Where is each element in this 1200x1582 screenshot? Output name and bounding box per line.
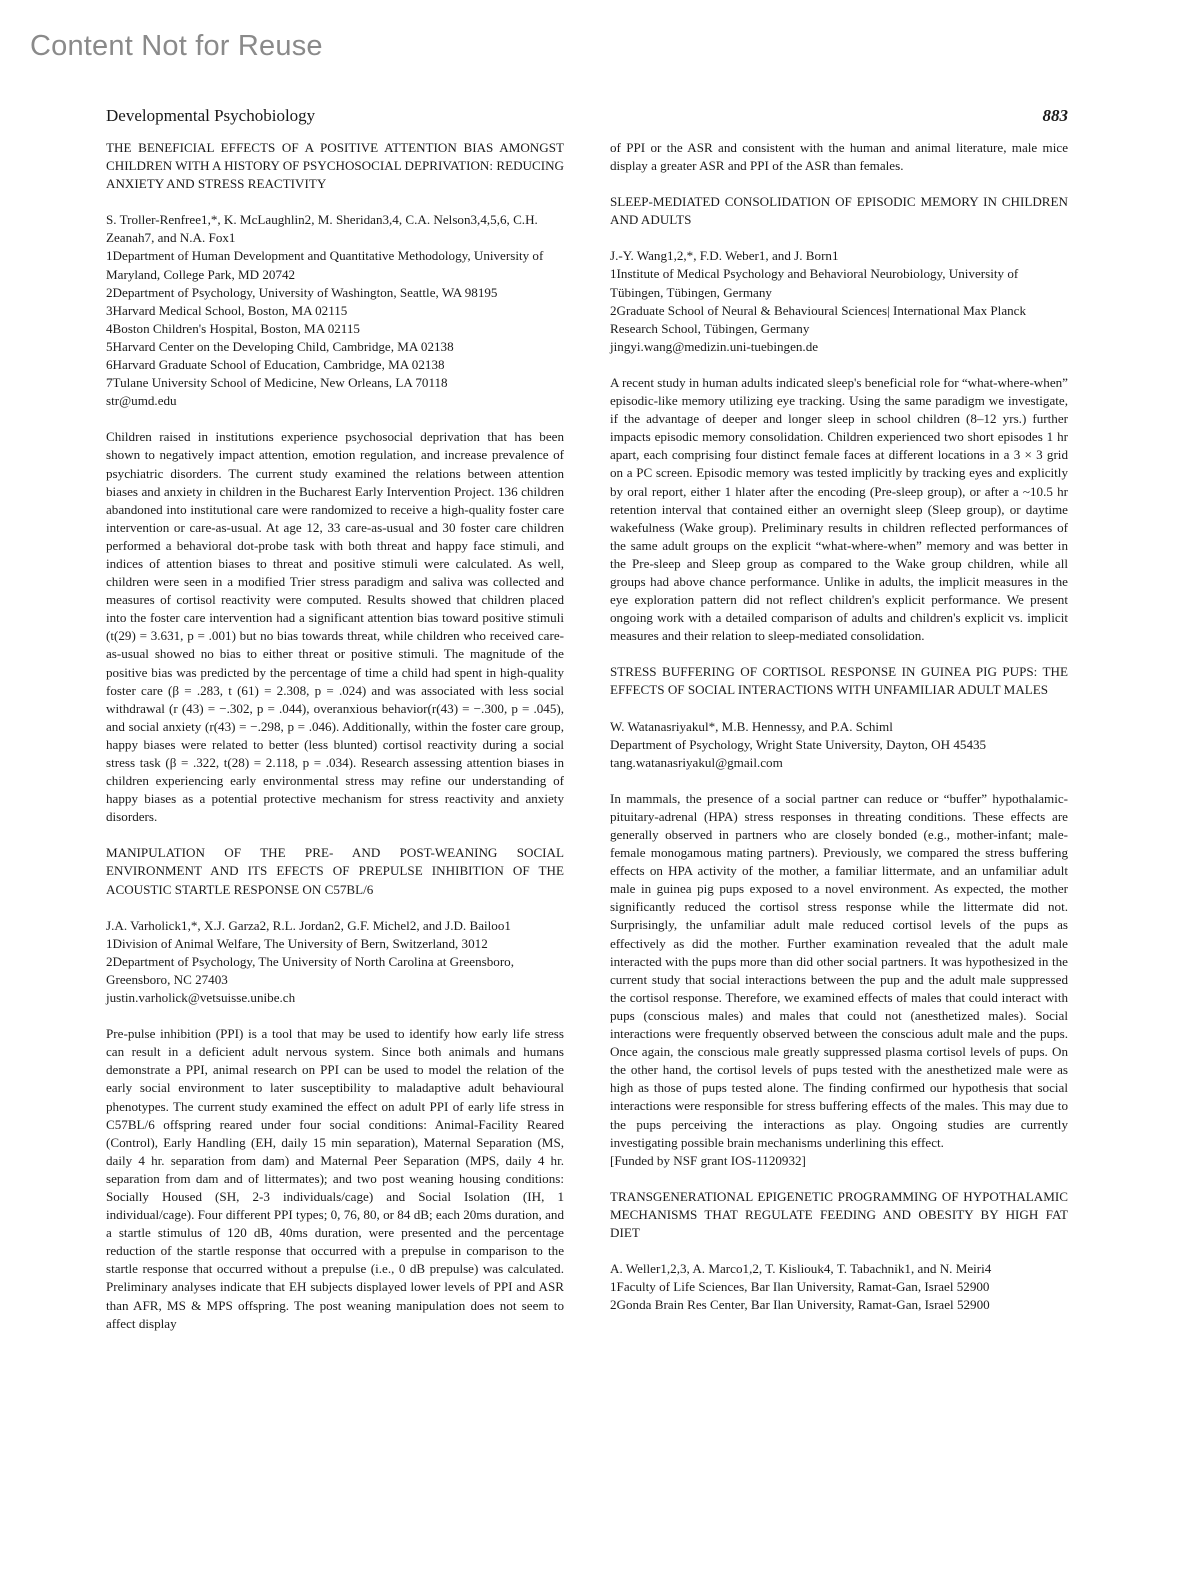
article-authors: A. Weller1,2,3, A. Marco1,2, T. Kisliouk4, T. Tabachnik1, and N. Meiri4: [610, 1261, 992, 1277]
contact-email: str@umd.edu: [106, 393, 177, 409]
journal-title: Developmental Psychobiology: [106, 106, 316, 125]
article-title: MANIPULATION OF THE PRE- AND POST-WEANING SOCIAL ENVIRONMENT AND ITS EFECTS OF PREPULSE INHIBITION OF THE ACOUSTIC STARTLE RESPONSE ON C57BL/6: [106, 845, 564, 897]
affiliation: 1Institute of Medical Psychology and Behavioral Neurobiology, University of Tübingen, Tübingen, Germany: [610, 266, 1019, 300]
affiliation: 5Harvard Center on the Developing Child, Cambridge, MA 02138: [106, 338, 454, 354]
affiliation: 7Tulane University School of Medicine, New Orleans, LA 70118: [106, 375, 448, 391]
contact-email: jingyi.wang@medizin.uni-tuebingen.de: [610, 338, 819, 354]
affiliation: 1Division of Animal Welfare, The University of Bern, Switzerland, 3012: [106, 935, 488, 951]
article-abstract: Pre-pulse inhibition (PPI) is a tool that may be used to identify how early life stress can result in a deficient adult nervous system. Since both animals and humans demonstrate a PPI, animal research on PPI can be used to model the relation of the early social environment to later susceptibility to maladaptive adult behavioural phenotypes. The current study examined the effect on adult PPI of early life stress in C57BL/6 offspring reared under four social conditions: Animal-Facility Reared (Control), Early Handling (EH, daily 15 min separation), Maternal Separation (MS, daily 4 hr. separation from dam) and Maternal Peer Separation (MPS, daily 4 hr. separation from dam and of littermates); and two post weaning housing conditions: Socially Housed (SH, 2-3 individuals/cage) and Social Isolation (IH, 1 individual/cage). Four different PPI types; 0, 76, 80, or 84 dB; each 20ms duration, and a startle stimulus of 120 dB, 40ms duration, were presented and the percentage reduction of the startle response that occurred with a prepulse in comparison to the startle response that occurred without a prepulse (i.e., 0 dB prepulse) was calculated. Preliminary analyses indicate that EH subjects displayed lower levels of PPI and ASR than AFR, MS & MPS offspring. The post weaning manipulation does not seem to affect display: [106, 1026, 564, 1331]
article-title: SLEEP-MEDIATED CONSOLIDATION OF EPISODIC MEMORY IN CHILDREN AND ADULTS: [610, 194, 1068, 228]
affiliation: 3Harvard Medical School, Boston, MA 02115: [106, 302, 348, 318]
left-column: [106, 139, 564, 1333]
contact-email: justin.varholick@vetsuisse.unibe.ch: [106, 990, 296, 1006]
article-title: STRESS BUFFERING OF CORTISOL RESPONSE IN GUINEA PIG PUPS: THE EFFECTS OF SOCIAL INTERACTIONS WITH UNFAMILIAR ADULT MALES: [610, 664, 1068, 698]
article-title: THE BENEFICIAL EFFECTS OF A POSITIVE ATTENTION BIAS AMONGST CHILDREN WITH A HISTORY OF PSYCHOSOCIAL DEPRIVATION: REDUCING ANXIETY AND STRESS REACTIVITY: [106, 140, 564, 192]
continued-text: of PPI or the ASR and consistent with the human and animal literature, male mice display a greater ASR and PPI of the ASR than females.: [610, 140, 1068, 174]
affiliation: 4Boston Children's Hospital, Boston, MA 02115: [106, 320, 360, 336]
article-abstract: Children raised in institutions experience psychosocial deprivation that has been shown to negatively impact attention, emotion regulation, and increase prevalence of psychiatric disorders. The current study examined the relations between attention biases and anxiety in children in the Bucharest Early Intervention Project. 136 children abandoned into institutional care were randomized to receive a high-quality foster care intervention or care-as-usual. At age 12, 33 care-as-usual and 30 foster care children performed a behavioral dot-probe task with both threat and happy face stimuli, and indices of attention biases to threat and positive stimuli were calculated. As well, children were seen in a modified Trier stress paradigm and saliva was collected and measures of cortisol reactivity were computed. Results showed that children placed into the foster care intervention had a significant attention bias toward positive stimuli (t(29) = 3.631, p = .001) but no bias towards threat, while children who received care-as-usual showed no bias to either threat or positive stimuli. The magnitude of the positive bias was predicted by the percentage of time a child had spent in high-quality foster care (β = .283, t (61) = 2.308, p = .024) and was associated with less social withdrawal (r (43) = −.302, p = .044), overanxious behavior(r(43) = −.300, p = .045), and social anxiety (r(43) = −.298, p = .046). Additionally, within the foster care group, happy biases were related to better (less blunted) cortisol reactivity during a social stress task (β = .322, t(28) = 2.118, p = .034). Research assessing attention biases in children experiencing early environmental stress may refine our understanding of happy biases as a potential protective mechanism for stress reactivity and anxiety disorders.: [106, 429, 564, 825]
article-abstract: A recent study in human adults indicated sleep's beneficial role for “what-where-when” episodic-like memory utilizing eye tracking. Using the same paradigm we investigate, if the advantage of deeper and longer sleep in school children (8–12 yrs.) further impacts episodic memory consolidation. Children experienced two short episodes 1 hr apart, each comprising four distinct female faces at different locations in a 3 × 3 grid on a PC screen. Episodic memory was tested implicitly by tracking eyes and explicitly by oral report, either 1 hlater after the encoding (Pre-sleep group), or after a ~10.5 hr retention interval that contained either an overnight sleep (Sleep group), or daytime wakefulness (Wake group). Preliminary results in children reflected performances of the same adult groups on the explicit “what-where-when” memory and was better in the Pre-sleep and Sleep group as compared to the Wake group children, while all groups had above chance performance. Unlike in adults, the implicit measures in the eye exploration pattern did not reflect children's explicit performance. We present ongoing work with a detailed comparison of adults and children's explicit vs. implicit measures and their relation to sleep-mediated consolidation.: [610, 374, 1068, 644]
article-abstract: In mammals, the presence of a social partner can reduce or “buffer” hypothalamic-pituitary-adrenal (HPA) stress responses in threating conditions. These effects are generally observed in partners who are closely bonded (e.g., mother-infant; male-female monogamous mating partners). Previously, we compared the stress buffering effects on HPA activity of the mother, a familiar littermate, and an unfamiliar adult male in guinea pig pups exposed to a novel environment. As expected, the mother significantly reduced the cortisol stress response while the littermate did not. Surprisingly, the unfamiliar adult male reduced cortisol levels of the pups as effectively as did the mother. Further examination revealed that the adult male interacted with the pups more than did other social partners. It was hypothesized in the current study that social interactions between the pup and the adult male suppressed the cortisol response. Therefore, we examined effects of males that could interact with pups (conscious males) and males that could not (anesthetized males). Social interactions were frequently observed between the conscious adult male and the pups. Once again, the conscious male greatly suppressed plasma cortisol levels of pups. On the other hand, the cortisol levels of pups tested with the anesthetized male were as high as those of pups tested alone. The finding confirmed our hypothesis that social interactions were responsible for stress buffering effects of the males. This may due to the pups perceiving the interactions as play. Ongoing studies are currently investigating possible brain mechanisms underlining this effect.: [610, 790, 1068, 1150]
affiliation: 2Department of Psychology, The University of North Carolina at Greensboro, Greensboro, NC 27403: [106, 953, 514, 987]
affiliation: 1Faculty of Life Sciences, Bar Ilan University, Ramat-Gan, Israel 52900: [610, 1279, 990, 1295]
affiliation: 2Graduate School of Neural & Behavioural Sciences| International Max Planck Research School, Tübingen, Germany: [610, 302, 1027, 336]
affiliation: 2Department of Psychology, University of Washington, Seattle, WA 98195: [106, 284, 498, 300]
affiliation: 2Gonda Brain Res Center, Bar Ilan University, Ramat-Gan, Israel 52900: [610, 1297, 990, 1313]
funding-note: [Funded by NSF grant IOS-1120932]: [610, 1152, 806, 1168]
article-authors: S. Troller-Renfree1,*, K. McLaughlin2, M. Sheridan3,4, C.A. Nelson3,4,5,6, C.H. Zeanah7, and N.A. Fox1: [106, 212, 538, 246]
affiliation: Department of Psychology, Wright State University, Dayton, OH 45435: [610, 736, 987, 752]
running-head: [106, 106, 1068, 132]
watermark: Content Not for Reuse: [30, 30, 323, 62]
right-column: [610, 139, 1068, 1314]
page-number: 883: [1042, 106, 1068, 125]
article-authors: W. Watanasriyakul*, M.B. Hennessy, and P.A. Schiml: [610, 718, 893, 734]
contact-email: tang.watanasriyakul@gmail.com: [610, 754, 783, 770]
article-title: TRANSGENERATIONAL EPIGENETIC PROGRAMMING OF HYPOTHALAMIC MECHANISMS THAT REGULATE FEEDING AND OBESITY BY HIGH FAT DIET: [610, 1188, 1068, 1240]
affiliation: 1Department of Human Development and Quantitative Methodology, University of Maryland, College Park, MD 20742: [106, 248, 544, 282]
article-authors: J.A. Varholick1,*, X.J. Garza2, R.L. Jordan2, G.F. Michel2, and J.D. Bailoo1: [106, 917, 511, 933]
article-authors: J.-Y. Wang1,2,*, F.D. Weber1, and J. Born1: [610, 248, 839, 264]
affiliation: 6Harvard Graduate School of Education, Cambridge, MA 02138: [106, 357, 445, 373]
